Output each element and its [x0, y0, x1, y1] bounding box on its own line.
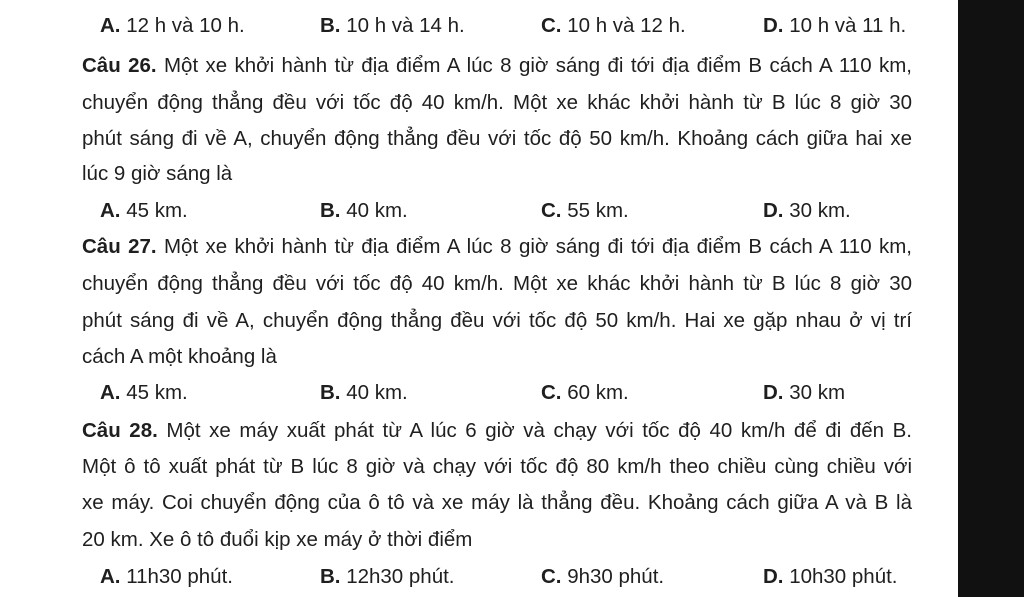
answer-row-28 — [0, 564, 958, 590]
option-d: D. 10h30 phút. — [763, 565, 898, 588]
option-c: C. 9h30 phút. — [541, 565, 665, 588]
option-c: C. 60 km. — [541, 381, 629, 404]
question-27-line-1: Câu 27. Một xe khởi hành từ địa điểm A lúc 8 giờ sáng đi tới địa điểm B cách A 110 km, — [82, 235, 912, 258]
question-28-line-2: Một ô tô xuất phát từ B lúc 8 giờ và chạy với tốc độ 80 km/h theo chiều cùng chiều với — [82, 455, 912, 478]
option-b: B. 40 km. — [320, 381, 408, 404]
option-d: D. 30 km — [763, 381, 846, 404]
question-27-line-3: phút sáng đi về A, chuyển động thẳng đều với tốc độ 50 km/h. Hai xe gặp nhau ở vị trí — [82, 309, 912, 332]
answer-row-prev — [0, 13, 958, 39]
option-c: C. 10 h và 12 h. — [541, 14, 686, 37]
option-a: A. 11h30 phút. — [100, 565, 233, 588]
option-a: A. 45 km. — [100, 199, 188, 222]
question-27-number: Câu 27. — [82, 235, 157, 258]
question-26-number: Câu 26. — [82, 54, 157, 77]
option-a: A. 45 km. — [100, 381, 188, 404]
question-26-line-2: chuyển động thẳng đều với tốc độ 40 km/h. Một xe khác khởi hành từ B lúc 8 giờ 30 — [82, 91, 912, 114]
question-28-number: Câu 28. — [82, 419, 158, 442]
option-d: D. 30 km. — [763, 199, 851, 222]
question-26-line-4: lúc 9 giờ sáng là — [82, 162, 233, 185]
answer-row-26 — [0, 198, 958, 224]
question-28-line-1: Câu 28. Một xe máy xuất phát từ A lúc 6 giờ và chạy với tốc độ 40 km/h để đi đến B. — [82, 419, 913, 442]
option-c: C. 55 km. — [541, 199, 629, 222]
question-26-line-3: phút sáng đi về A, chuyển động thẳng đều với tốc độ 50 km/h. Khoảng cách giữa hai xe — [82, 127, 912, 150]
option-d: D. 10 h và 11 h. — [763, 14, 907, 37]
option-a: A. 12 h và 10 h. — [100, 14, 245, 37]
question-26-line-1: Câu 26. Một xe khởi hành từ địa điểm A lúc 8 giờ sáng đi tới địa điểm B cách A 110 km, — [82, 54, 912, 77]
question-27-line-4: cách A một khoảng là — [82, 345, 277, 368]
question-28-line-3: xe máy. Coi chuyển động của ô tô và xe máy là thẳng đều. Khoảng cách giữa A và B là — [82, 491, 912, 514]
option-b: B. 10 h và 14 h. — [320, 14, 465, 37]
dark-edge-strip — [958, 0, 1024, 597]
question-27-line-2: chuyển động thẳng đều với tốc độ 40 km/h. Một xe khác khởi hành từ B lúc 8 giờ 30 — [82, 272, 912, 295]
option-b: B. 12h30 phút. — [320, 565, 455, 588]
option-b: B. 40 km. — [320, 199, 408, 222]
answer-row-27 — [0, 380, 958, 406]
question-28-line-4: 20 km. Xe ô tô đuổi kịp xe máy ở thời điểm — [82, 528, 473, 551]
